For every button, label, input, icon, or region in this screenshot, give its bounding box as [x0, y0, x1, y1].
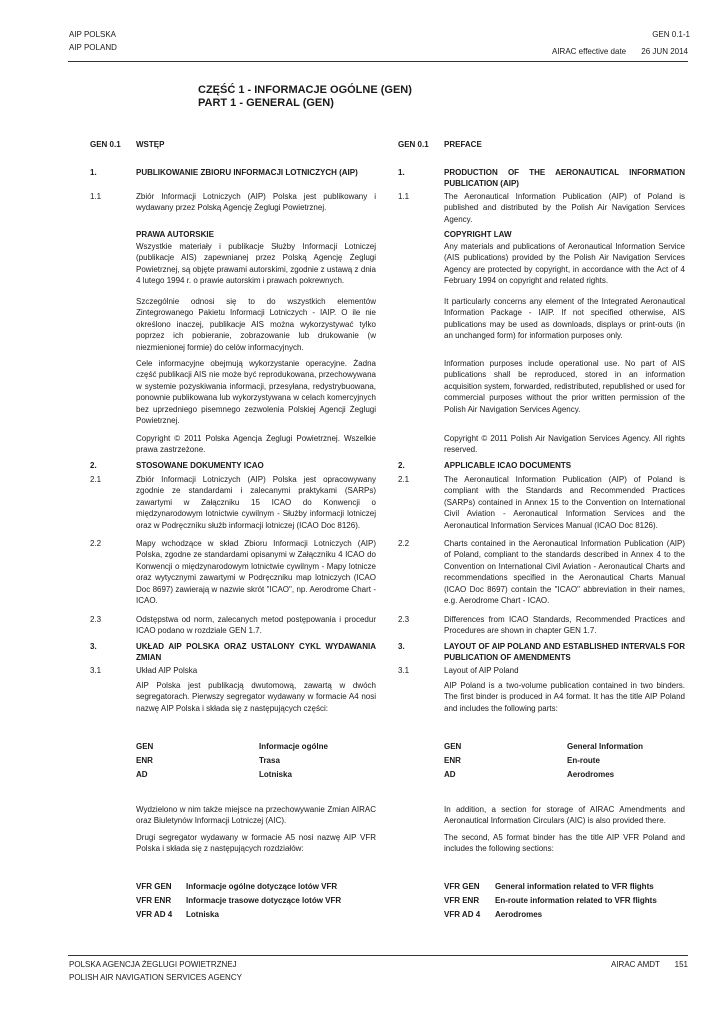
header-left-line1: AIP POLSKA: [69, 30, 116, 39]
right-p11-num: 1.1: [398, 192, 410, 201]
right-p31b: AIP Poland is a two-volume publication contained in two binders. The first binder is produced in A4 format. It has the title AIP Poland and includes the following parts:: [444, 681, 685, 713]
right-vfr-gen-code: VFR GEN: [444, 882, 480, 891]
footer-amdt-number: 151: [674, 960, 688, 969]
left-p11-num: 1.1: [90, 192, 102, 201]
left-copyright-p2: Szczególnie odnosi się to do wszystkich elementów Zintegrowanego Pakietu Informacji Lotniczych - IAIP. O ile nie określono inaczej, publikacje AIS można wykorzystywać tylko poprzez ich pobieranie, zobrazowanie lub drukowanie (w niezmienionej formie) do celów informacyjnych.: [136, 297, 376, 352]
right-copyright-p4: Copyright © 2011 Polish Air Navigation Services Agency. All rights reserved.: [444, 434, 685, 455]
left-copyright-p3: Cele informacyjne obejmują wykorzystanie operacyjne. Żadna część publikacji AIS nie może być reprodukowana, przechowywana w systemie pozyskiwania informacji, przesyłana, redystrybuowana, ponownie publikowana lub wykorzystywana w celach komercyjnych bez uprzedniego pisemnego zezwolenia Polskiej Agencji Żeglugi Powietrznej.: [136, 359, 376, 426]
right-vfr-ad-code: VFR AD 4: [444, 910, 481, 919]
left-s1-title: PUBLIKOWANIE ZBIORU INFORMACJI LOTNICZYCH (AIP): [136, 168, 358, 177]
left-vfr-gen-code: VFR GEN: [136, 882, 172, 891]
right-part-gen-code: GEN: [444, 742, 462, 751]
header-page-ref: GEN 0.1-1: [652, 30, 690, 39]
footer-left-line2: POLISH AIR NAVIGATION SERVICES AGENCY: [69, 973, 242, 982]
right-part-enr-name: En-route: [567, 756, 600, 765]
right-part-ad-name: Aerodromes: [567, 770, 615, 779]
left-copyright-p4: Copyright © 2011 Polska Agencja Żeglugi Powietrznej. Wszelkie prawa zastrzeżone.: [136, 434, 376, 455]
left-p31-num: 3.1: [90, 666, 102, 675]
right-p21-num: 2.1: [398, 475, 410, 484]
airac-label: AIRAC effective date: [552, 47, 627, 56]
right-p31c: In addition, a section for storage of AIRAC Amendments and Aeronautical Information Circulars (AIC) is also provided there.: [444, 805, 685, 826]
left-copyright-p1: Wszystkie materiały i publikacje Służby Informacji Lotniczej (publikacje AIS) zapewnianej przez Polską Agencję Żeglugi Powietrznej, są objęte prawami autorskimi, zgodnie z ustawą z dnia 4 lutego 1994 r. o prawie autorskim i prawach pokrewnych.: [136, 242, 376, 286]
left-p22-num: 2.2: [90, 539, 102, 548]
right-part-ad-code: AD: [444, 770, 456, 779]
right-p22: Charts contained in the Aeronautical Information Publication (AIP) of Poland, compliant to the standards described in Annex 4 to the Convention on International Civil Aviation - Aeronautical Charts and recommendations specified in the Aeronautical Charts Manual (ICAO Doc 8697) contain the "ICAO" abbreviation in their names, e.g. Aerodrome Chart - ICAO.: [444, 539, 685, 606]
left-part-enr-code: ENR: [136, 756, 153, 765]
left-s2-title: STOSOWANE DOKUMENTY ICAO: [136, 461, 264, 470]
left-vfr-ad-name: Lotniska: [186, 910, 219, 919]
right-vfr-enr-name: En-route information related to VFR flights: [495, 896, 657, 905]
right-part-gen-name: General Information: [567, 742, 644, 751]
header-left-line2: AIP POLAND: [69, 43, 117, 52]
right-s2-title: APPLICABLE ICAO DOCUMENTS: [444, 461, 572, 470]
left-gen-title: WSTĘP: [136, 140, 165, 149]
left-part-enr-name: Trasa: [259, 756, 280, 765]
left-s3-title: UKŁAD AIP POLSKA ORAZ USTALONY CYKL WYDAWANIA ZMIAN: [136, 642, 376, 662]
right-p11: The Aeronautical Information Publication (AIP) of Poland is published and distributed by the Polish Air Navigation Services Agency.: [444, 192, 685, 224]
right-p31d: The second, A5 format binder has the title AIP VFR Poland and includes the following sections:: [444, 833, 685, 854]
left-s2-num: 2.: [90, 461, 97, 470]
left-p22: Mapy wchodzące w skład Zbioru Informacji Lotniczych (AIP) Polska, zgodne ze standardami opisanymi w Załączniku 4 ICAO do Konwencji o międzynarodowym lotnictwie cywilnym - Mapy lotnicze oraz wytycznymi zawartymi w Podręczniku map lotniczych (ICAO Doc 8697) zawierają w nazwie skrót "ICAO", np. Aerodrome Chart - ICAO.: [136, 539, 376, 606]
airac-date: 26 JUN 2014: [641, 47, 688, 56]
right-vfr-ad-name: Aerodromes: [495, 910, 543, 919]
left-vfr-enr-code: VFR ENR: [136, 896, 172, 905]
right-s3-title: LAYOUT OF AIP POLAND AND ESTABLISHED INTERVALS FOR PUBLICATION OF AMENDMENTS: [444, 642, 685, 662]
left-s3-num: 3.: [90, 642, 97, 651]
right-copyright-head: COPYRIGHT LAW: [444, 230, 512, 239]
right-vfr-enr-code: VFR ENR: [444, 896, 480, 905]
right-p31-num: 3.1: [398, 666, 410, 675]
right-part-enr-code: ENR: [444, 756, 461, 765]
right-p22-num: 2.2: [398, 539, 410, 548]
right-s2-num: 2.: [398, 461, 405, 470]
left-part-ad-name: Lotniska: [259, 770, 292, 779]
title-en: PART 1 - GENERAL (GEN): [198, 97, 334, 109]
left-copyright-head: PRAWA AUTORSKIE: [136, 230, 214, 239]
right-p31: Layout of AIP Poland: [444, 666, 519, 675]
left-p11: Zbiór Informacji Lotniczych (AIP) Polska jest publikowany i wydawany przez Polską Agencję Żeglugi Powietrznej.: [136, 192, 376, 213]
right-p21: The Aeronautical Information Publication (AIP) of Poland is compliant with the Standards and Recommended Practices (SARPs) contained in Annex 15 to the Convention on International Civil Aviation - Aeronautical Information Services and the Aeronautical Information Services Manual (ICAO Doc 8126).: [444, 475, 685, 530]
right-copyright-p1: Any materials and publications of Aeronautical Information Service (AIS publications) provided by the Polish Air Navigation Services Agency are protected by copyright, in accordance with the Act of 4 February 1994 on copyright and related rights.: [444, 242, 685, 286]
right-s1-title: PRODUCTION OF THE AERONAUTICAL INFORMATION PUBLICATION (AIP): [444, 168, 685, 188]
left-part-gen-name: Informacje ogólne: [259, 742, 328, 751]
right-p23: Differences from ICAO Standards, Recommended Practices and Procedures are shown in chapter GEN 1.7.: [444, 615, 685, 636]
footer-left-line1: POLSKA AGENCJA ŻEGLUGI POWIETRZNEJ: [69, 960, 237, 969]
right-copyright-p3: Information purposes include operational use. No part of AIS publications shall be reproduced, stored in an information acquisition system, forwarded, redistributed, republished or used for commercial purposes without the prior written permission of the Polish Air Navigation Services Agency.: [444, 359, 685, 414]
left-p21-num: 2.1: [90, 475, 102, 484]
title-pl: CZĘŚĆ 1 - INFORMACJE OGÓLNE (GEN): [198, 84, 412, 96]
right-copyright-p2: It particularly concerns any element of the Integrated Aeronautical Information Package - IAIP. If not specified otherwise, AIS publications may be used as downloads, displays or print-outs (in an unchanged form) for information purposes only.: [444, 297, 685, 341]
left-vfr-enr-name: Informacje trasowe dotyczące lotów VFR: [186, 896, 342, 905]
left-p31c: Wydzielono w nim także miejsce na przechowywanie Zmian AIRAC oraz Biuletynów Informacji Lotniczej (AIC).: [136, 805, 376, 826]
footer-amdt-label: AIRAC AMDT: [611, 960, 660, 969]
left-p23-num: 2.3: [90, 615, 102, 624]
left-p23: Odstępstwa od norm, zalecanych metod postępowania i procedur ICAO podano w rozdziale GEN 1.7.: [136, 615, 376, 636]
left-p31d: Drugi segregator wydawany w formacie A5 nosi nazwę AIP VFR Polska i składa się z następujących rozdziałów:: [136, 833, 376, 854]
left-p31b: AIP Polska jest publikacją dwutomową, zawartą w dwóch segregatorach. Pierwszy segregator wydawany w formacie A4 nosi nazwę AIP Polska i składa się z następujących części:: [136, 681, 376, 713]
right-gen-code: GEN 0.1: [398, 140, 429, 149]
right-s3-num: 3.: [398, 642, 405, 651]
right-p23-num: 2.3: [398, 615, 410, 624]
left-part-ad-code: AD: [136, 770, 148, 779]
header-rule: [68, 61, 688, 62]
right-gen-title: PREFACE: [444, 140, 482, 149]
left-vfr-ad-code: VFR AD 4: [136, 910, 173, 919]
right-vfr-gen-name: General information related to VFR flights: [495, 882, 654, 891]
left-part-gen-code: GEN: [136, 742, 154, 751]
left-p31: Układ AIP Polska: [136, 666, 198, 675]
right-s1-num: 1.: [398, 168, 405, 177]
left-p21: Zbiór Informacji Lotniczych (AIP) Polska jest opracowywany zgodnie ze standardami i zalecanymi praktykami (SARPs) zawartymi w Załączniku 15 ICAO do Konwencji o międzynarodowym lotnictwie cywilnym - Służby informacji lotniczej oraz w Podręczniku służb informacji lotniczej (ICAO Doc 8126).: [136, 475, 376, 530]
footer-rule: [68, 955, 688, 956]
left-s1-num: 1.: [90, 168, 97, 177]
left-gen-code: GEN 0.1: [90, 140, 121, 149]
left-vfr-gen-name: Informacje ogólne dotyczące lotów VFR: [186, 882, 338, 891]
